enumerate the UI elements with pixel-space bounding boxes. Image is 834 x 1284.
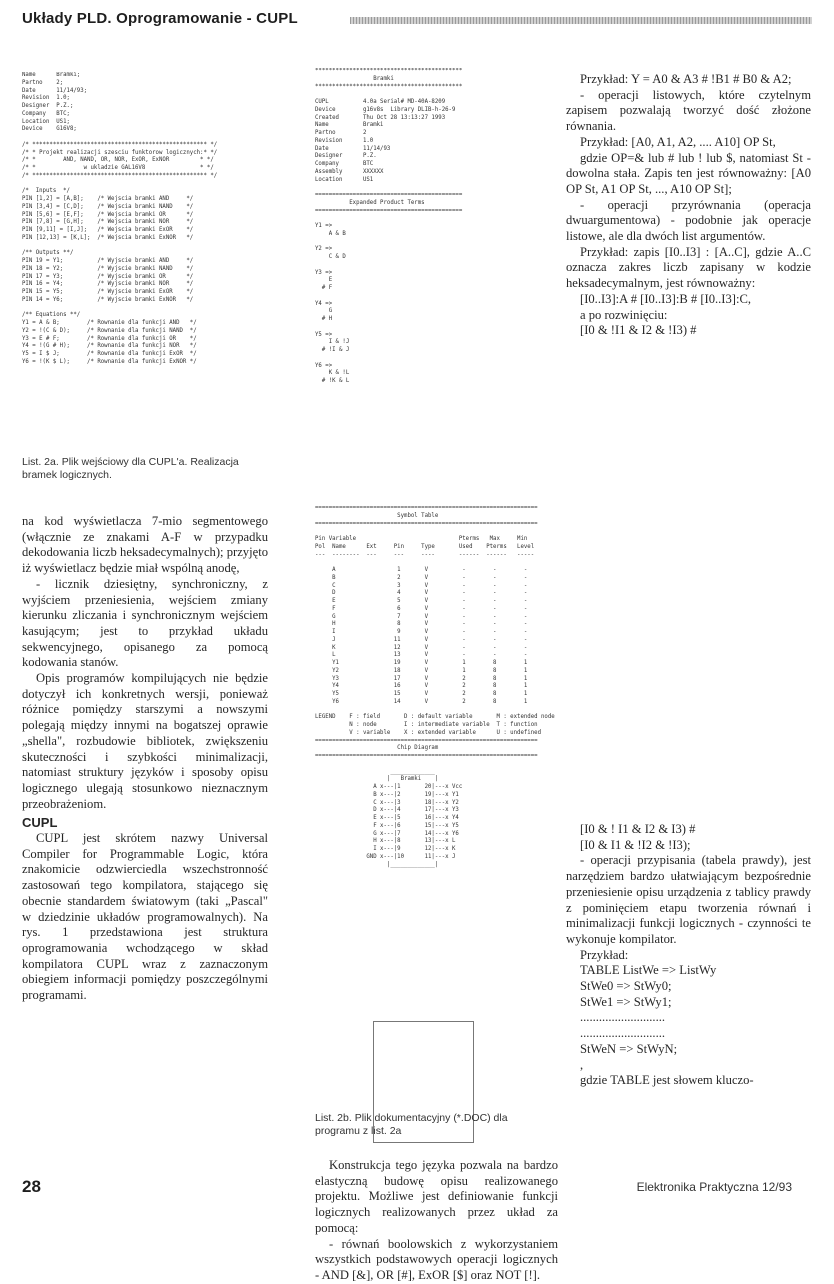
listing-2a-code: Name Bramki; Partno 2; Date 11/14/93; Revision 1.0; Designer P.Z.; Company BTC; Location US1; Device G16V8; /* *************************************************** */ /* * Projekt realizacji szesciu funktorow logicznych:* */ /* * AND, NAND, OR, NOR, ExOR, ExNOR * */ /* * w ukladzie GAL16V8 * */ /* *************************************************** */ /* Inputs */ PIN [1,2] = [A,B]; /* Wejscia bramki AND */ PIN [3,4] = [C,D]; /* Wejscia bramki NAND */ PIN [5,6] = [E,F]; /* Wejscia bramki OR */ PIN [7,8] = [G,H]; /* Wejscia bramki NOR */ PIN [9,11] = [I,J]; /* Wejscia bramki ExOR */ PIN [12,13] = [K,L]; /* Wejscia bramki ExNOR */ /** Outputs **/ PIN 19 = Y1; /* Wyjscie bramki AND */ PIN 18 = Y2; /* Wyjscie bramki NAND */ PIN 17 = Y3; /* Wyjscie bramki OR */ PIN 16 = Y4; /* Wyjscie bramki NOR */ PIN 15 = Y5; /* Wyjscie bramki ExOR */ PIN 14 = Y6; /* Wyjscie bramki ExNOR */ /** Equations **/ Y1 = A & B; /* Rownanie dla funkcji AND */ Y2 = !(C & D); /* Rownanie dla funkcji NAND */ Y3 = E # F; /* Rownanie dla funkcji OR */ Y4 = !(G # H); /* Rownanie dla funkcji NOR */ Y5 = I $ J; /* Rownanie dla funkcji ExOR */ Y6 = !(K $ L); /* Rownanie dla funkcji ExNOR */: [22, 72, 218, 365]
paragraph: - operacji przypisania (tabela prawdy), jest narzędziem bardzo ułatwiającym bezpośrednie przeniesienie opisu urządzenia z tablicy prawdy z pominięciem etapu tworzenia równań i minimalizacji funkcji logicznych - czynności te wykonuje kompilator.: [566, 853, 811, 946]
paragraph: Konstrukcja tego języka pozwala na bardzo elastyczną budowę opisu realizowanego projektu. Możliwe jest definiowanie funkcji logicznych realizowanych przez układ za pomocą:: [315, 1158, 558, 1235]
text-column-right-bottom: [566, 822, 811, 1089]
header-rule: [350, 17, 812, 24]
caption-list-2b: List. 2b. Plik dokumentacyjny (*.DOC) dla programu z list. 2a: [315, 1112, 508, 1137]
code-line: ,: [580, 1057, 584, 1072]
paragraph: Opis programów kompilujących nie będzie dotyczył ich konkretnych wersji, ponieważ różnice pomiędzy starszymi a nowszymi polegają między innymi na bogatszej oprawie „shella", rozbudowie bibliotek, zwiększeniu skuteczności i szybkości minimalizacji, natomiast struktury języków i sposoby opisu logicznego ulegają stosunkowo nieznacznym przeobrażeniom.: [22, 671, 268, 811]
paragraph: - operacji listowych, które czytelnym zapisem pozwalają tworzyć dość złożone równania.: [566, 87, 811, 134]
listing-2b-header-code: ******************************************* Bramki ******************************************* CUPL 4.0a Serial# MD-40A-8209 Device g16v8s Library DLIB-h-26-9 Created Thu Oct 28 13:13:27 1993 Name Bramki Partno 2 Revision 1.0 Date 11/14/93 Designer P.Z. Company BTC Assembly XXXXXX Location US1 =========================================== Expanded Product Terms =========================================== Y1 => A & B Y2 => C & D Y3 => E # F Y4 => G # H Y5 => I & !J # !I & J Y6 => K & !L # !K & L: [315, 68, 463, 384]
paragraph: - równań boolowskich z wykorzystaniem wszystkich podstawowych operacji logicznych - AND [&], OR [#], ExOR [$] oraz NOT [!].: [315, 1236, 558, 1282]
page-number: 28: [22, 1177, 41, 1196]
text-column-middle: [315, 1158, 558, 1284]
code-line: StWe1 => StWy1;: [580, 994, 672, 1009]
header-title: Układy PLD. Oprogramowanie - CUPL: [22, 10, 298, 27]
paragraph: gdzie OP=& lub # lub ! lub $, natomiast St - dowolna stała. Zapis ten jest równoważny: [A0 OP St, A1 OP St, ..., A10 OP St];: [566, 150, 811, 196]
publication-name: Elektronika Praktyczna 12/93: [636, 1180, 792, 1194]
listing-2b-header: [315, 68, 565, 488]
code-line: ...........................: [580, 1026, 666, 1041]
text-column-right-top: [566, 72, 811, 339]
paragraph: gdzie TABLE jest słowem kluczo-: [580, 1073, 754, 1088]
text-column-left: [22, 514, 268, 1004]
listing-2b-symbol-code: ================================================================= Symbol Table ================================================================= Pin Variable Pterms Max Min Pol Name Ext Pin Type Used Pterms Level --- -------- --- --- ---- ------ ------ ----- A 1 V - - - B 2 V - - - C 3 V - - - D 4 V - - - E 5 V - - - F 6 V - - - G 7 V - - - H 8 V - - - I 9 V - - - J 11 V - - - K 12 V - - - L 13 V - - - Y1 19 V 1 8 1 Y2 18 V 1 8 1 Y3 17 V 2 8 1 Y4 16 V 2 8 1 Y5 15 V 2 8 1 Y6 14 V 2 8 1 LEGEND F : field D : default variable M : extended node N : node I : intermediate variable T : function V : variable X : extended variable U : undefined ================================================================= Chip Diagram ================================================================= _____________ | Bramki | A x---|1 20|---x Vcc B x---|2 19|---x Y1 C x---|3 18|---x Y2 D x---|4 17|---x Y3 E x---|5 16|---x Y4 F x---|6 15|---x Y5 G x---|7 14|---x Y6 H x---|8 13|---x L I x---|9 12|---x K GND x---|10 11|---x J |_____________|: [315, 505, 555, 868]
paragraph: - operacji przyrównania (operacja dwuargumentowa) - podobnie jak operacje listowe, ale dla dwóch list argumentów.: [566, 197, 811, 244]
page-header: [22, 8, 812, 32]
paragraph: Przykład:: [580, 947, 629, 962]
paragraph: [I0 & !I1 & I2 & !I3) #: [580, 323, 697, 338]
paragraph: - licznik dziesiętny, synchroniczny, z wyjściem przeniesienia, wejściem zmiany kierunku zliczania i synchronicznym wejściem kasującym; jest to przykład układu sekwencyjnego, opisanego za pomocą kodowania stanów.: [22, 576, 268, 670]
paragraph: [I0 & I1 & !I2 & !I3);: [580, 837, 691, 852]
code-line: StWe0 => StWy0;: [580, 979, 672, 994]
code-line: ...........................: [580, 1010, 666, 1025]
paragraph: CUPL jest skrótem nazwy Universal Compiler for Programmable Logic, która znakomicie odzwierciedla wszechstronność zastosowań tego kompilatora, stającego się obecnie standardem światowym (taki „Pascal" w dziedzinie układów programowalnych). Na rys. 1 przedstawiona jest struktura oprogramowania wchodzącego w skład kompilatora CUPL wraz z zaznaczonym obiegiem informacji pomiędzy poszczególnymi programami.: [22, 831, 268, 1003]
caption-list-2a: List. 2a. Plik wejściowy dla CUPL'a. Realizacja bramek logicznych.: [22, 456, 239, 481]
paragraph: Przykład: [A0, A1, A2, .... A10] OP St,: [580, 134, 776, 149]
paragraph: a po rozwinięciu:: [580, 307, 668, 322]
code-line: TABLE ListWe => ListWy: [580, 963, 717, 978]
paragraph: Przykład: Y = A0 & A3 # !B1 # B0 & A2;: [580, 72, 792, 86]
code-line: StWeN => StWyN;: [580, 1041, 678, 1056]
paragraph: Przykład: zapis [I0..I3] : [A..C], gdzie A..C oznacza zakres liczb zapisany w kodzie heksadecymalnym, jest równoważny:: [566, 244, 811, 291]
paragraph: na kod wyświetlacza 7-mio segmentowego (włącznie ze znakami A-F w przypadku dekodowania liczb heksadecymalnych); przyjęto iż wyświetlacz będzie miał wspólną anodę,: [22, 514, 268, 576]
paragraph: [I0 & ! I1 & I2 & I3) #: [580, 822, 696, 836]
section-heading-cupl: CUPL: [22, 815, 58, 831]
listing-2a: [22, 72, 317, 452]
paragraph: [I0..I3]:A # [I0..I3]:B # [I0..I3]:C,: [580, 291, 752, 306]
